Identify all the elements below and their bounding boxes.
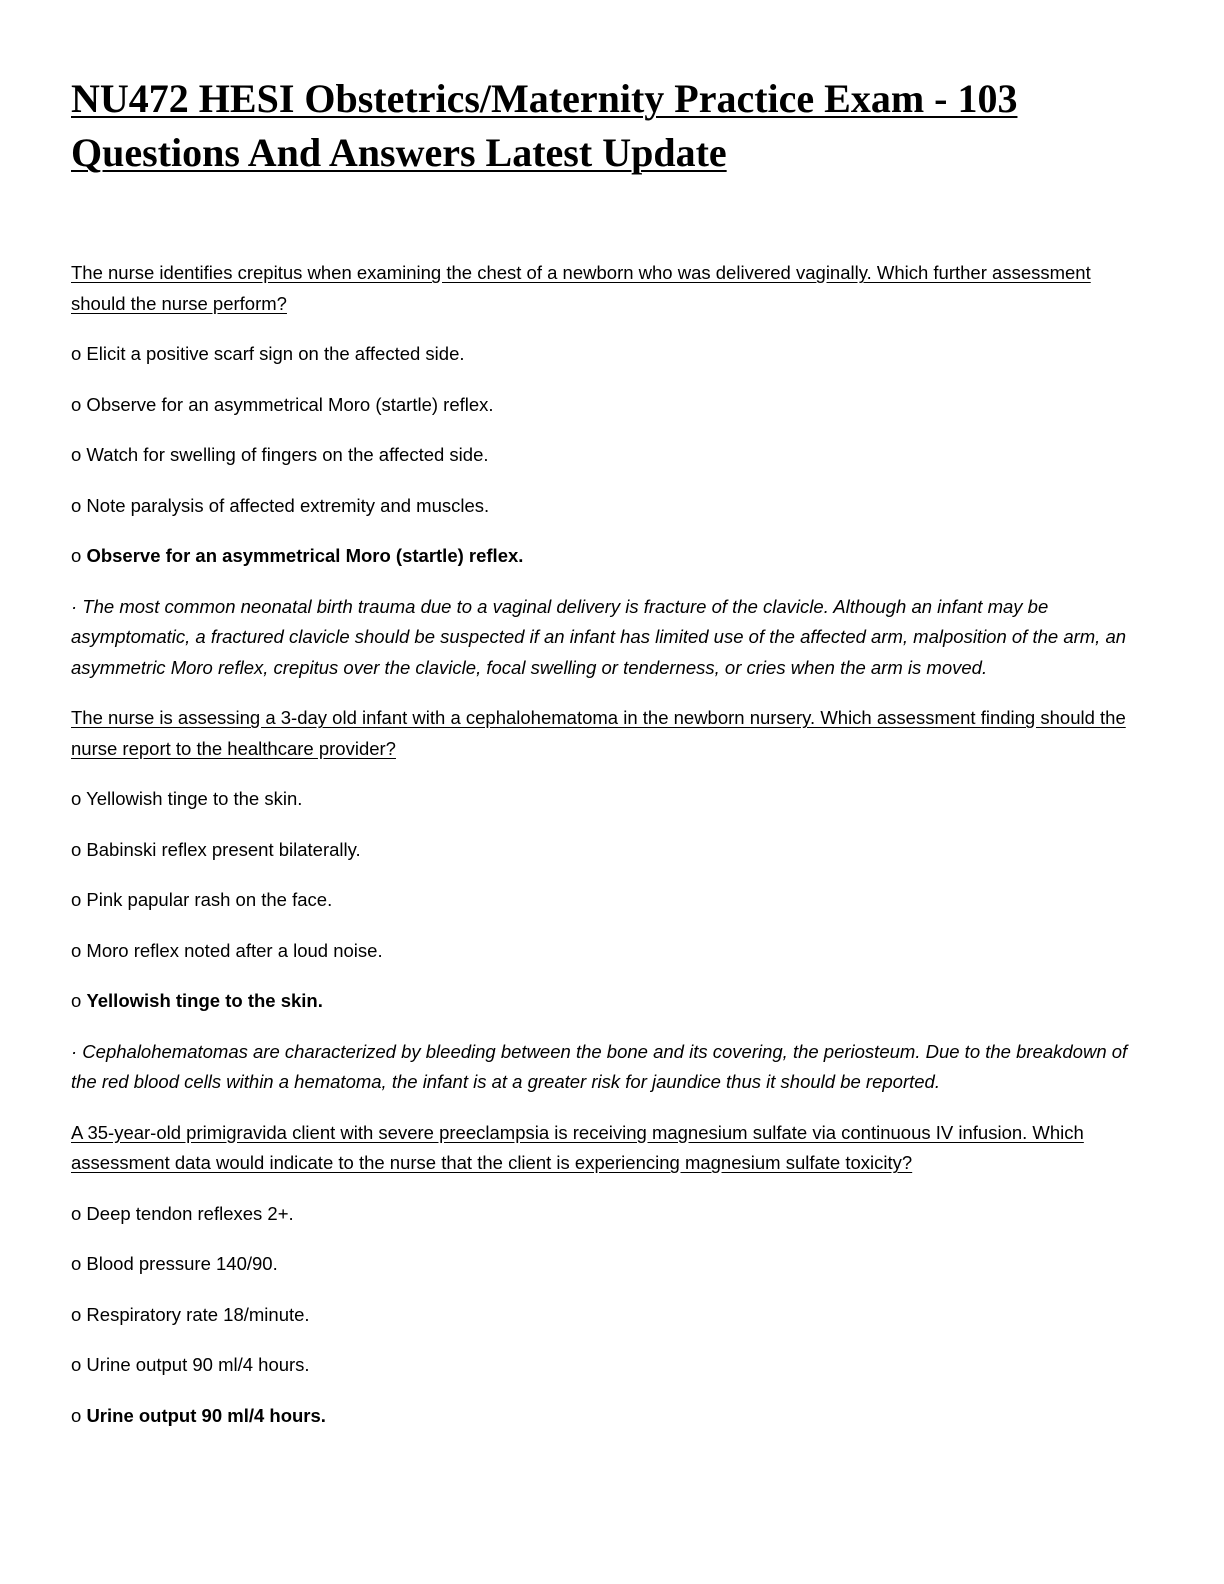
answer-option: o Urine output 90 ml/4 hours. [71, 1354, 310, 1375]
answer-option: o Elicit a positive scarf sign on the affected side. [71, 343, 465, 364]
answer-option: o Respiratory rate 18/minute. [71, 1303, 310, 1325]
answer-option: o Blood pressure 140/90. [71, 1253, 278, 1274]
rationale: · The most common neonatal birth trauma due to a vaginal delivery is fracture of the clavicle. Although an infant may be asymptomatic, a fractured clavicle should be suspected if an infant has limited use of the affected arm, malposition of the arm, an asymmetric Moro reflex, crepitus over the clavicle, focal swelling or tenderness, or cries when the arm is moved. [71, 595, 1127, 678]
correct-answer [71, 986, 1146, 1017]
answer-prefix: o [71, 545, 87, 566]
document-title: NU472 HESI Obstetrics/Maternity Practice Exam - 103 Questions And Answers Latest Update [71, 76, 1018, 175]
answer-option: o Babinski reflex present bilaterally. [71, 838, 361, 860]
correct-answer [71, 541, 1146, 572]
answer-option: o Pink papular rash on the face. [71, 889, 333, 910]
correct-answer-text: Urine output 90 ml/4 hours. [86, 1404, 326, 1426]
correct-answer-text: Observe for an asymmetrical Moro (startle) reflex. [86, 545, 524, 566]
answer-option: o Observe for an asymmetrical Moro (startle) reflex. [71, 393, 494, 415]
answer-option: o Yellowish tinge to the skin. [71, 788, 303, 809]
answer-option: o Moro reflex noted after a loud noise. [71, 939, 383, 961]
answer-prefix: o [71, 990, 87, 1011]
question-text: The nurse is assessing a 3-day old infant with a cephalohematoma in the newborn nursery. Which assessment finding should the nurse report to the healthcare provider? [71, 707, 1126, 759]
question-text: A 35-year-old primigravida client with severe preeclampsia is receiving magnesium sulfate via continuous IV infusion. Which assessment data would indicate to the nurse that the client is experiencing magnesium sulfate toxicity? [71, 1121, 1084, 1173]
correct-answer-text: Yellowish tinge to the skin. [86, 990, 323, 1011]
answer-option: o Deep tendon reflexes 2+. [71, 1202, 294, 1224]
document-content [71, 258, 1146, 1451]
answer-option: o Note paralysis of affected extremity and muscles. [71, 494, 490, 516]
question-text: The nurse identifies crepitus when examining the chest of a newborn who was delivered vaginally. Which further assessment should the nurse perform? [71, 262, 1091, 314]
answer-option: o Watch for swelling of fingers on the affected side. [71, 444, 489, 465]
rationale: · Cephalohematomas are characterized by bleeding between the bone and its covering, the periosteum. Due to the breakdown of the red blood cells within a hematoma, the infant is at a greater risk for jaundice thus it should be reported. [71, 1040, 1128, 1092]
answer-prefix: o [71, 1404, 87, 1426]
correct-answer [71, 1401, 1146, 1432]
